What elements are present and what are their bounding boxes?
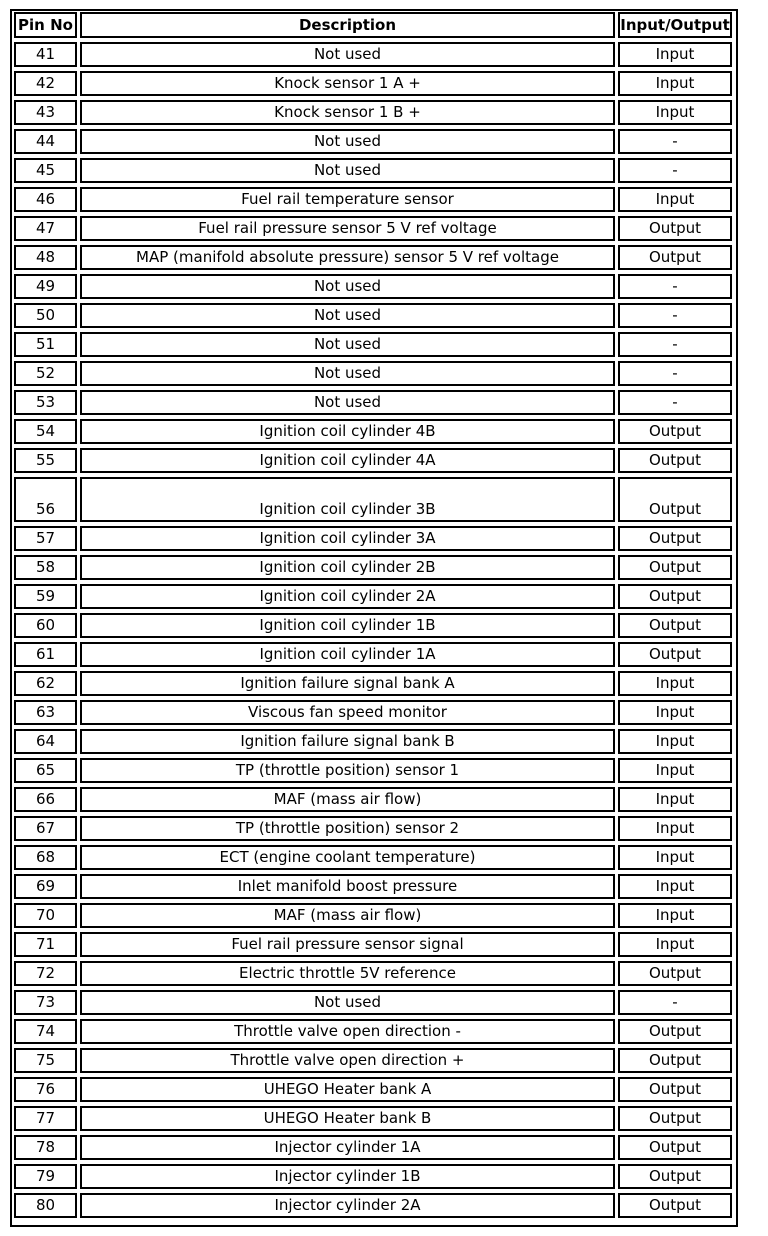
description-cell: Not used: [80, 990, 615, 1015]
description-cell: Throttle valve open direction -: [80, 1019, 615, 1044]
input-output-cell: Output: [618, 961, 732, 986]
table-row: [14, 1193, 732, 1218]
input-output-cell: Output: [618, 448, 732, 473]
pin-number-cell: 64: [14, 729, 77, 754]
input-output-cell: -: [618, 274, 732, 299]
input-output-cell: Input: [618, 758, 732, 783]
description-cell: Knock sensor 1 A +: [80, 71, 615, 96]
pin-number-cell: 73: [14, 990, 77, 1015]
description-cell: Not used: [80, 361, 615, 386]
table-row: [14, 671, 732, 696]
description-cell: Ignition coil cylinder 4B: [80, 419, 615, 444]
description-cell: Electric throttle 5V reference: [80, 961, 615, 986]
table-row: [14, 129, 732, 154]
table-row: [14, 584, 732, 609]
description-cell: TP (throttle position) sensor 1: [80, 758, 615, 783]
pin-number-cell: 53: [14, 390, 77, 415]
table-row: [14, 642, 732, 667]
input-output-cell: Input: [618, 903, 732, 928]
description-cell: Not used: [80, 42, 615, 67]
pin-number-cell: 44: [14, 129, 77, 154]
header-description: Description: [80, 12, 615, 38]
description-cell: Viscous fan speed monitor: [80, 700, 615, 725]
table-row: [14, 361, 732, 386]
description-cell: MAF (mass air flow): [80, 787, 615, 812]
description-cell: MAF (mass air flow): [80, 903, 615, 928]
pin-number-cell: 65: [14, 758, 77, 783]
pin-number-cell: 80: [14, 1193, 77, 1218]
description-cell: Ignition coil cylinder 3B: [80, 477, 615, 522]
input-output-cell: Output: [618, 1077, 732, 1102]
input-output-cell: Input: [618, 729, 732, 754]
table-row: [14, 100, 732, 125]
table-row: [14, 1077, 732, 1102]
input-output-cell: Output: [618, 1048, 732, 1073]
table-row: [14, 874, 732, 899]
table-row: [14, 758, 732, 783]
input-output-cell: Output: [618, 1135, 732, 1160]
pin-number-cell: 68: [14, 845, 77, 870]
input-output-cell: -: [618, 303, 732, 328]
pin-number-cell: 41: [14, 42, 77, 67]
input-output-cell: -: [618, 390, 732, 415]
description-cell: Not used: [80, 332, 615, 357]
pin-number-cell: 43: [14, 100, 77, 125]
description-cell: Not used: [80, 129, 615, 154]
input-output-cell: Output: [618, 526, 732, 551]
table-row: [14, 42, 732, 67]
pin-number-cell: 48: [14, 245, 77, 270]
pin-number-cell: 74: [14, 1019, 77, 1044]
pin-number-cell: 77: [14, 1106, 77, 1131]
pin-number-cell: 55: [14, 448, 77, 473]
description-cell: Throttle valve open direction +: [80, 1048, 615, 1073]
pin-number-cell: 67: [14, 816, 77, 841]
pin-number-cell: 63: [14, 700, 77, 725]
description-cell: UHEGO Heater bank B: [80, 1106, 615, 1131]
pin-number-cell: 56: [14, 477, 77, 522]
input-output-cell: Output: [618, 216, 732, 241]
table-row: [14, 1019, 732, 1044]
pin-number-cell: 57: [14, 526, 77, 551]
input-output-cell: -: [618, 361, 732, 386]
pin-number-cell: 45: [14, 158, 77, 183]
table-row: [14, 303, 732, 328]
table-row: [14, 845, 732, 870]
pin-number-cell: 46: [14, 187, 77, 212]
pin-number-cell: 59: [14, 584, 77, 609]
table-row: [14, 158, 732, 183]
description-cell: Fuel rail pressure sensor signal: [80, 932, 615, 957]
input-output-cell: -: [618, 129, 732, 154]
input-output-cell: Input: [618, 71, 732, 96]
pin-number-cell: 78: [14, 1135, 77, 1160]
description-cell: Inlet manifold boost pressure: [80, 874, 615, 899]
table-row: [14, 71, 732, 96]
input-output-cell: Output: [618, 419, 732, 444]
table-row: [14, 187, 732, 212]
table-row: [14, 961, 732, 986]
pin-number-cell: 52: [14, 361, 77, 386]
description-cell: Knock sensor 1 B +: [80, 100, 615, 125]
description-cell: Ignition failure signal bank B: [80, 729, 615, 754]
description-cell: Injector cylinder 1A: [80, 1135, 615, 1160]
description-cell: MAP (manifold absolute pressure) sensor 5 V ref voltage: [80, 245, 615, 270]
input-output-cell: Input: [618, 187, 732, 212]
description-cell: Ignition coil cylinder 3A: [80, 526, 615, 551]
header-pin-no: Pin No: [14, 12, 77, 38]
table-row: [14, 1048, 732, 1073]
input-output-cell: -: [618, 990, 732, 1015]
table-row: [14, 816, 732, 841]
table-row: [14, 216, 732, 241]
input-output-cell: Input: [618, 787, 732, 812]
pin-number-cell: 42: [14, 71, 77, 96]
description-cell: UHEGO Heater bank A: [80, 1077, 615, 1102]
table-row: [14, 390, 732, 415]
pin-number-cell: 79: [14, 1164, 77, 1189]
pin-number-cell: 58: [14, 555, 77, 580]
input-output-cell: -: [618, 158, 732, 183]
input-output-cell: Input: [618, 700, 732, 725]
description-cell: Ignition coil cylinder 1B: [80, 613, 615, 638]
table-row: [14, 1164, 732, 1189]
pin-number-cell: 51: [14, 332, 77, 357]
pin-number-cell: 66: [14, 787, 77, 812]
input-output-cell: Input: [618, 816, 732, 841]
table-row: [14, 613, 732, 638]
table-header-row: [14, 12, 732, 38]
input-output-cell: Input: [618, 845, 732, 870]
pin-number-cell: 54: [14, 419, 77, 444]
description-cell: Fuel rail temperature sensor: [80, 187, 615, 212]
input-output-cell: Input: [618, 42, 732, 67]
pin-number-cell: 71: [14, 932, 77, 957]
pin-number-cell: 75: [14, 1048, 77, 1073]
description-cell: Not used: [80, 303, 615, 328]
table-row: [14, 526, 732, 551]
pin-number-cell: 61: [14, 642, 77, 667]
table-row: [14, 448, 732, 473]
input-output-cell: Output: [618, 1019, 732, 1044]
table-body: [14, 42, 732, 1218]
table-row: [14, 700, 732, 725]
input-output-cell: Output: [618, 584, 732, 609]
pin-number-cell: 47: [14, 216, 77, 241]
input-output-cell: Input: [618, 932, 732, 957]
description-cell: Not used: [80, 390, 615, 415]
input-output-cell: Output: [618, 245, 732, 270]
pin-number-cell: 60: [14, 613, 77, 638]
description-cell: Ignition failure signal bank A: [80, 671, 615, 696]
description-cell: Ignition coil cylinder 4A: [80, 448, 615, 473]
table-row: [14, 990, 732, 1015]
description-cell: Ignition coil cylinder 2B: [80, 555, 615, 580]
description-cell: Fuel rail pressure sensor 5 V ref voltage: [80, 216, 615, 241]
description-cell: Injector cylinder 1B: [80, 1164, 615, 1189]
description-cell: TP (throttle position) sensor 2: [80, 816, 615, 841]
pin-number-cell: 69: [14, 874, 77, 899]
table-row: [14, 903, 732, 928]
table-row: [14, 932, 732, 957]
input-output-cell: Output: [618, 555, 732, 580]
table-row: [14, 787, 732, 812]
description-cell: Ignition coil cylinder 1A: [80, 642, 615, 667]
table-row: [14, 1135, 732, 1160]
input-output-cell: Output: [618, 477, 732, 522]
table-row: [14, 274, 732, 299]
description-cell: Injector cylinder 2A: [80, 1193, 615, 1218]
pin-number-cell: 50: [14, 303, 77, 328]
input-output-cell: -: [618, 332, 732, 357]
pin-number-cell: 70: [14, 903, 77, 928]
description-cell: Ignition coil cylinder 2A: [80, 584, 615, 609]
table-row: [14, 419, 732, 444]
input-output-cell: Output: [618, 613, 732, 638]
input-output-cell: Input: [618, 671, 732, 696]
input-output-cell: Output: [618, 642, 732, 667]
input-output-cell: Output: [618, 1193, 732, 1218]
table-row: [14, 729, 732, 754]
pin-number-cell: 49: [14, 274, 77, 299]
pin-table: [11, 8, 735, 1222]
header-input-output: Input/Output: [618, 12, 732, 38]
table-row: [14, 555, 732, 580]
pin-number-cell: 76: [14, 1077, 77, 1102]
input-output-cell: Input: [618, 100, 732, 125]
pin-number-cell: 72: [14, 961, 77, 986]
description-cell: Not used: [80, 274, 615, 299]
table-row: [14, 477, 732, 522]
table-row: [14, 245, 732, 270]
input-output-cell: Output: [618, 1164, 732, 1189]
input-output-cell: Output: [618, 1106, 732, 1131]
table-row: [14, 332, 732, 357]
description-cell: Not used: [80, 158, 615, 183]
input-output-cell: Input: [618, 874, 732, 899]
description-cell: ECT (engine coolant temperature): [80, 845, 615, 870]
table-row: [14, 1106, 732, 1131]
pin-number-cell: 62: [14, 671, 77, 696]
